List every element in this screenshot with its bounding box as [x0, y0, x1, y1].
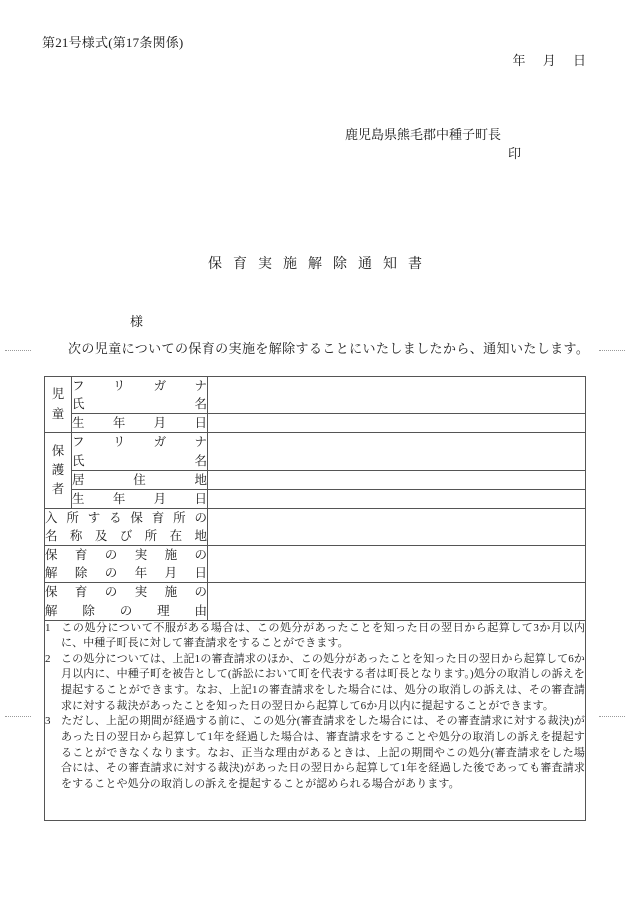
group-label-child — [45, 377, 72, 433]
table-row — [45, 414, 586, 433]
row-label-child-birthdate — [72, 414, 208, 433]
table-row — [45, 620, 586, 821]
row-label-cancellation-reason — [45, 583, 208, 620]
row-label-child-furigana-name — [72, 377, 208, 414]
date-day-label: 日 — [572, 53, 586, 68]
notice-item-number: 2 — [45, 652, 51, 665]
label-line: 入所する保育所の — [45, 510, 207, 525]
table-row — [45, 508, 586, 545]
table-row — [45, 470, 586, 489]
child-information-table — [44, 376, 586, 821]
row-label-guardian-birthdate — [72, 489, 208, 508]
notice-item-text: この処分については、上記1の審査請求のほか、この処分があったことを知った日の翌日から起算して6か月以内に、中種子町を被告として(訴訟において町を代表する者は町長となります。)処分の取消しの訴えを提起することができます。なお、上記1の審査請求をした場合には、処分の取消しの訴えは、その審査請求に対する裁決があったことを知った日の翌日から起算して6か月以内に提起することができます。 — [61, 652, 585, 712]
table-row — [45, 433, 586, 470]
notice-item — [45, 652, 585, 714]
notice-item-text: ただし、上記の期間が経過する前に、この処分(審査請求をした場合には、その審査請求に対する裁決)があった日の翌日から起算して1年を経過した場合は、審査請求をすることや処分の取消しの訴えを提起することができなくなります。なお、正当な理由があるときは、上記の期間やこの処分(審査請求をした場合には、その審査請求に対する裁決)があった日の翌日から起算して1年を経過した後であっても審査請求をすることや処分の取消しの訴えを提起することが認められる場合があります。 — [61, 715, 585, 790]
label-line: 名称及び所在地 — [45, 529, 207, 543]
group-label-guardian — [45, 433, 72, 509]
label-line: 生 年 月 日 — [72, 416, 207, 431]
addressee-honorific: 様 — [130, 314, 144, 329]
value-guardian-name[interactable] — [208, 433, 586, 470]
label-line: フ リ ガ ナ — [72, 435, 207, 450]
value-child-name[interactable] — [208, 377, 586, 414]
value-cancellation-reason[interactable] — [208, 583, 586, 620]
row-label-guardian-address — [72, 470, 208, 489]
label-line: 解除の理由 — [45, 603, 207, 618]
issuer-name: 鹿児島県熊毛郡中種子町長 — [345, 127, 502, 142]
crop-mark-top-left — [5, 350, 31, 352]
label-line: 氏 名 — [72, 397, 207, 412]
notice-item — [45, 621, 585, 652]
label-line: 生 年 月 日 — [72, 491, 207, 506]
value-guardian-address[interactable] — [208, 470, 586, 489]
crop-mark-bottom-left — [5, 716, 31, 718]
date-year-label: 年 — [512, 53, 526, 68]
value-nursery-name-address[interactable] — [208, 508, 586, 545]
date-month-label: 月 — [542, 53, 556, 68]
page-title: 保育実施解除通知書 — [208, 257, 433, 272]
notice-item-number: 1 — [45, 621, 51, 634]
label-line: フ リ ガ ナ — [72, 379, 207, 393]
group-char: 童 — [51, 406, 65, 421]
group-char: 児 — [51, 387, 65, 402]
group-char: 保 — [51, 443, 65, 458]
group-char: 護 — [51, 462, 65, 477]
group-char: 者 — [51, 482, 65, 497]
date-line — [0, 50, 586, 69]
lead-paragraph: 次の児童についての保育の実施を解除することにいたしましたから、通知いたします。 — [68, 341, 590, 356]
notice-bottom-spacer — [45, 792, 585, 820]
label-line: 氏 名 — [72, 453, 207, 468]
value-cancellation-date[interactable] — [208, 546, 586, 583]
label-line: 保育の実施の — [45, 585, 207, 600]
crop-mark-top-right — [599, 350, 625, 352]
appeal-notice-block — [45, 620, 586, 821]
crop-mark-bottom-right — [599, 716, 625, 718]
table-row — [45, 489, 586, 508]
row-label-nursery-name-address — [45, 508, 208, 545]
row-label-guardian-furigana-name — [72, 433, 208, 470]
seal-mark: 印 — [508, 146, 522, 161]
value-child-birthdate[interactable] — [208, 414, 586, 433]
label-line: 解除の年月日 — [45, 566, 207, 581]
label-line: 居 住 地 — [72, 472, 207, 487]
notice-item-text: この処分について不服がある場合は、この処分があったことを知った日の翌日から起算して3か月以内に、中種子町長に対して審査請求をすることができます。 — [61, 621, 585, 650]
row-label-cancellation-date — [45, 546, 208, 583]
form-number: 第21号様式(第17条関係) — [42, 35, 184, 50]
notice-item-number: 3 — [45, 715, 51, 728]
table-row — [45, 377, 586, 414]
notice-item — [45, 714, 585, 792]
table-row — [45, 583, 586, 620]
value-guardian-birthdate[interactable] — [208, 489, 586, 508]
table-row — [45, 546, 586, 583]
label-line: 保育の実施の — [45, 548, 207, 563]
